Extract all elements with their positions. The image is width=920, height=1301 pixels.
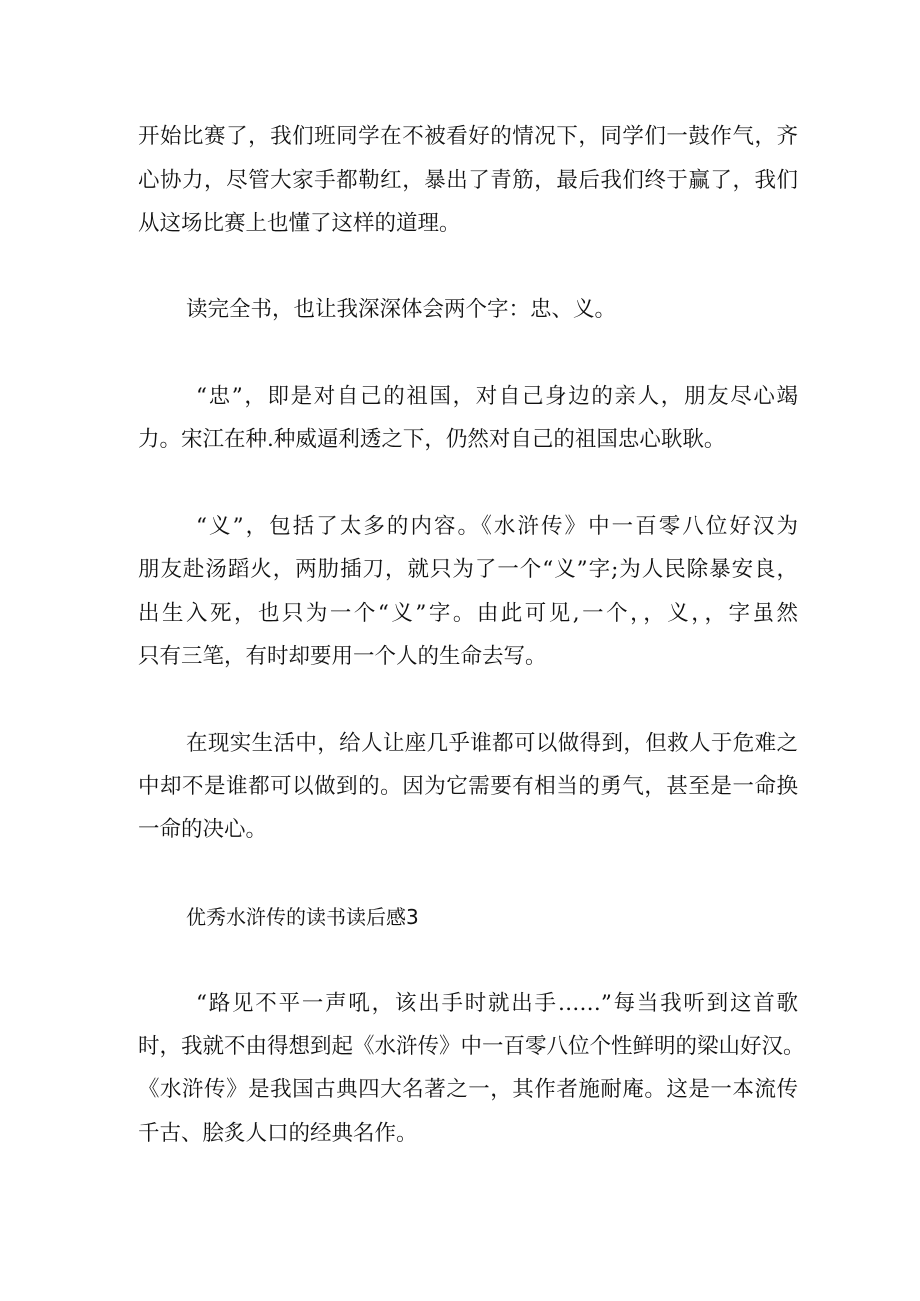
paragraph-5-line-1: 在现实生活中，给人让座几乎谁都可以做得到，但救人于危难之	[186, 731, 798, 756]
paragraph-4-line-1: “义”，包括了太多的内容。《水浒传》中一百零八位好汉为	[196, 514, 798, 539]
paragraph-2-line-1: 读完全书，也让我深深体会两个字：忠、义。	[186, 297, 617, 322]
paragraph-4-line-4: 只有三笔，有时却要用一个人的生命去写。	[138, 644, 547, 669]
section-heading: 优秀水浒传的读书读后感3	[186, 905, 419, 929]
paragraph-3-line-1: “忠”，即是对自己的祖国，对自己身边的亲人，朋友尽心竭	[196, 384, 798, 409]
paragraph-7-line-1: “路见不平一声吼，该出手时就出手……”每当我听到这首歌	[196, 991, 798, 1016]
paragraph-1-line-3: 从这场比赛上也懂了这样的道理。	[138, 211, 461, 236]
paragraph-7-line-2: 时，我就不由得想到起《水浒传》中一百零八位个性鲜明的梁山好汉。	[138, 1034, 805, 1059]
paragraph-5-line-2: 中却不是谁都可以做到的。因为它需要有相当的勇气，甚至是一命换	[138, 774, 798, 799]
paragraph-5-line-3: 一命的决心。	[138, 817, 268, 842]
paragraph-1-line-1: 开始比赛了，我们班同学在不被看好的情况下，同学们一鼓作气，齐	[138, 124, 798, 149]
paragraph-3-line-2: 力。宋江在种.种威逼利透之下，仍然对自己的祖国忠心耿耿。	[138, 427, 726, 452]
paragraph-4-line-2: 朋友赴汤蹈火，两肋插刀，就只为了一个“义”字;为人民除暴安良，	[138, 557, 798, 582]
paragraph-7-line-4: 千古、脍炙人口的经典名作。	[138, 1121, 418, 1146]
paragraph-1-line-2: 心协力，尽管大家手都勒红，暴出了青筋，最后我们终于赢了，我们	[138, 168, 798, 193]
paragraph-4-line-3: 出生入死，也只为一个“义”字。由此可见,一个，，义，，字虽然	[138, 601, 798, 626]
paragraph-7-line-3: 《水浒传》是我国古典四大名著之一，其作者施耐庵。这是一本流传	[138, 1077, 798, 1102]
